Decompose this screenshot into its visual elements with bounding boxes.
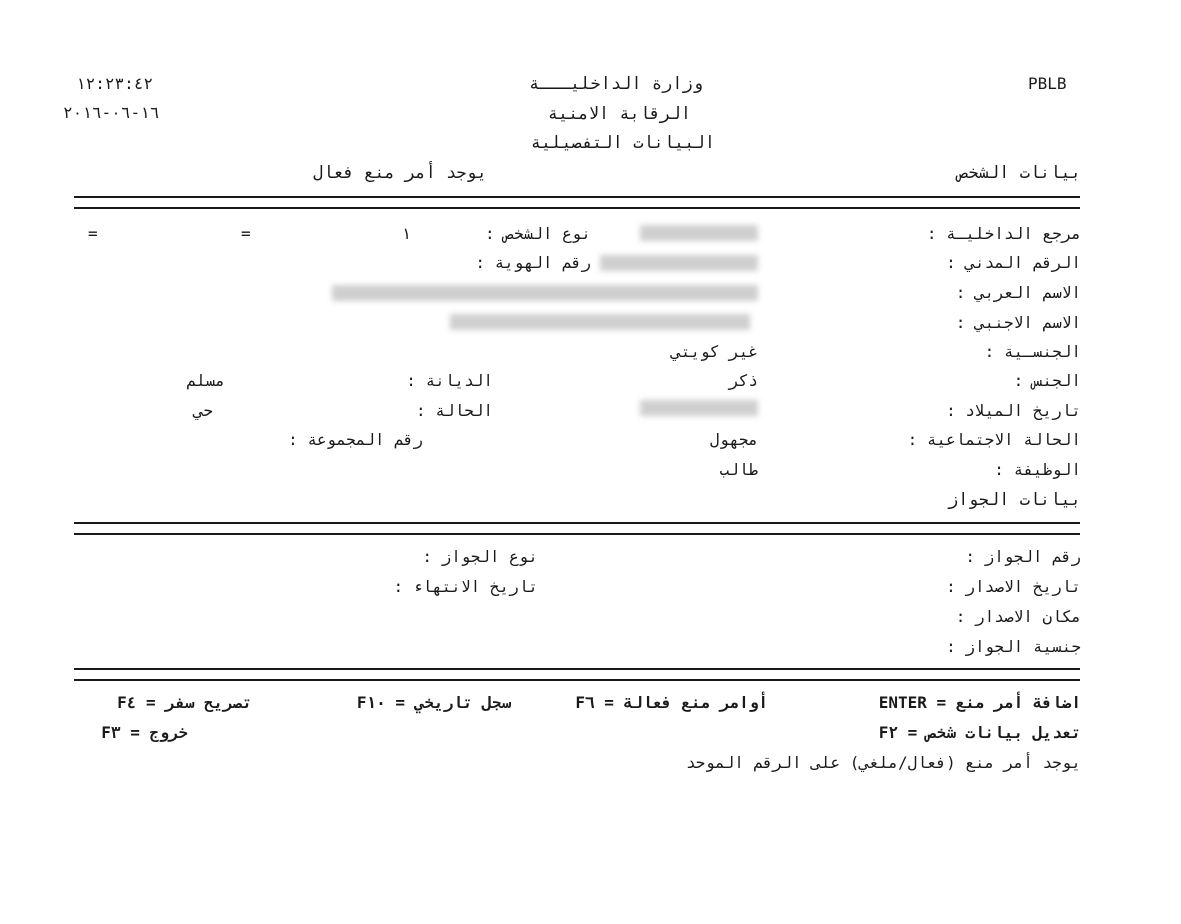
page-title: البيانات التفصيلية: [530, 133, 715, 153]
group-number-label: رقم المجموعة :: [288, 430, 423, 449]
status-label: الحالة :: [415, 401, 493, 420]
civil-id-value: [600, 255, 758, 271]
job-value: طالب: [719, 460, 758, 479]
person-section-title: بيانات الشخص: [958, 163, 1081, 183]
religion-value: مسلم: [186, 371, 225, 390]
foreign-name-value: [450, 314, 750, 330]
foreign-name-label: الاسم الاجنبي :: [955, 313, 1081, 332]
passport-section-title: بيانات الجواز: [947, 490, 1081, 510]
status-value: حي: [193, 401, 213, 420]
add-ban-key[interactable]: اضافة أمر منع = ENTER: [878, 693, 1081, 712]
department-title: الرقابة الامنية: [547, 104, 691, 124]
arabic-name-value: [332, 285, 758, 301]
passport-nationality-label: جنسية الجواز :: [946, 637, 1081, 656]
nationality-value: غير كويتي: [671, 342, 758, 361]
religion-label: الديانة :: [406, 371, 493, 390]
separator-line: [74, 522, 1080, 535]
passport-number-label: رقم الجواز :: [965, 547, 1081, 566]
nationality-label: الجنسـية :: [984, 342, 1081, 361]
moi-reference-value: [640, 225, 758, 241]
expiry-date-label: تاريخ الانتهاء :: [393, 577, 538, 596]
travel-permit-key[interactable]: تصريح سفر = F٤: [117, 693, 252, 712]
id-number-label: رقم الهوية :: [475, 253, 591, 272]
separator-line: [74, 196, 1080, 209]
moi-reference-label: مرجع الداخليـة :: [926, 224, 1081, 243]
civil-id-label: الرقم المدني :: [946, 253, 1081, 272]
gender-value: ذكر: [729, 371, 758, 390]
issue-date-label: تاريخ الاصدار :: [946, 577, 1081, 596]
person-type-value: ١: [401, 224, 411, 243]
equals-sign: =: [88, 224, 98, 243]
equals-sign: =: [241, 224, 251, 243]
exit-key[interactable]: خروج = F٣: [101, 723, 188, 742]
job-label: الوظيفة :: [994, 460, 1081, 479]
edit-person-key[interactable]: تعديل بيانات شخص = F٢: [878, 723, 1081, 742]
person-type-label: نوع الشخص :: [485, 224, 591, 243]
active-bans-key[interactable]: أوامر منع فعالة = F٦: [575, 693, 768, 712]
screen-code: PBLB: [1028, 74, 1067, 93]
active-ban-alert: يوجد أمر منع فعال: [313, 163, 487, 183]
birth-date-value: [640, 400, 758, 416]
birth-date-label: تاريخ الميلاد :: [946, 401, 1081, 420]
arabic-name-label: الاسم العربي :: [955, 283, 1081, 302]
gender-label: الجنس :: [1013, 371, 1081, 390]
issue-place-label: مكان الاصدار :: [955, 607, 1081, 626]
current-date: ١٦-٠٦-٢٠١٦: [63, 103, 160, 122]
social-status-value: مجهول: [709, 430, 758, 449]
passport-type-label: نوع الجواز :: [422, 547, 538, 566]
social-status-label: الحالة الاجتماعية :: [907, 430, 1081, 449]
ministry-title: وزارة الداخليـــة: [529, 74, 703, 94]
history-key[interactable]: سجل تاريخي = F١٠: [356, 693, 511, 712]
status-message: يوجد أمر منع (فعال/ملغي) على الرقم الموحد: [686, 753, 1081, 772]
clock-time: ١٢:٢٣:٤٢: [76, 74, 154, 93]
separator-line: [74, 668, 1080, 681]
